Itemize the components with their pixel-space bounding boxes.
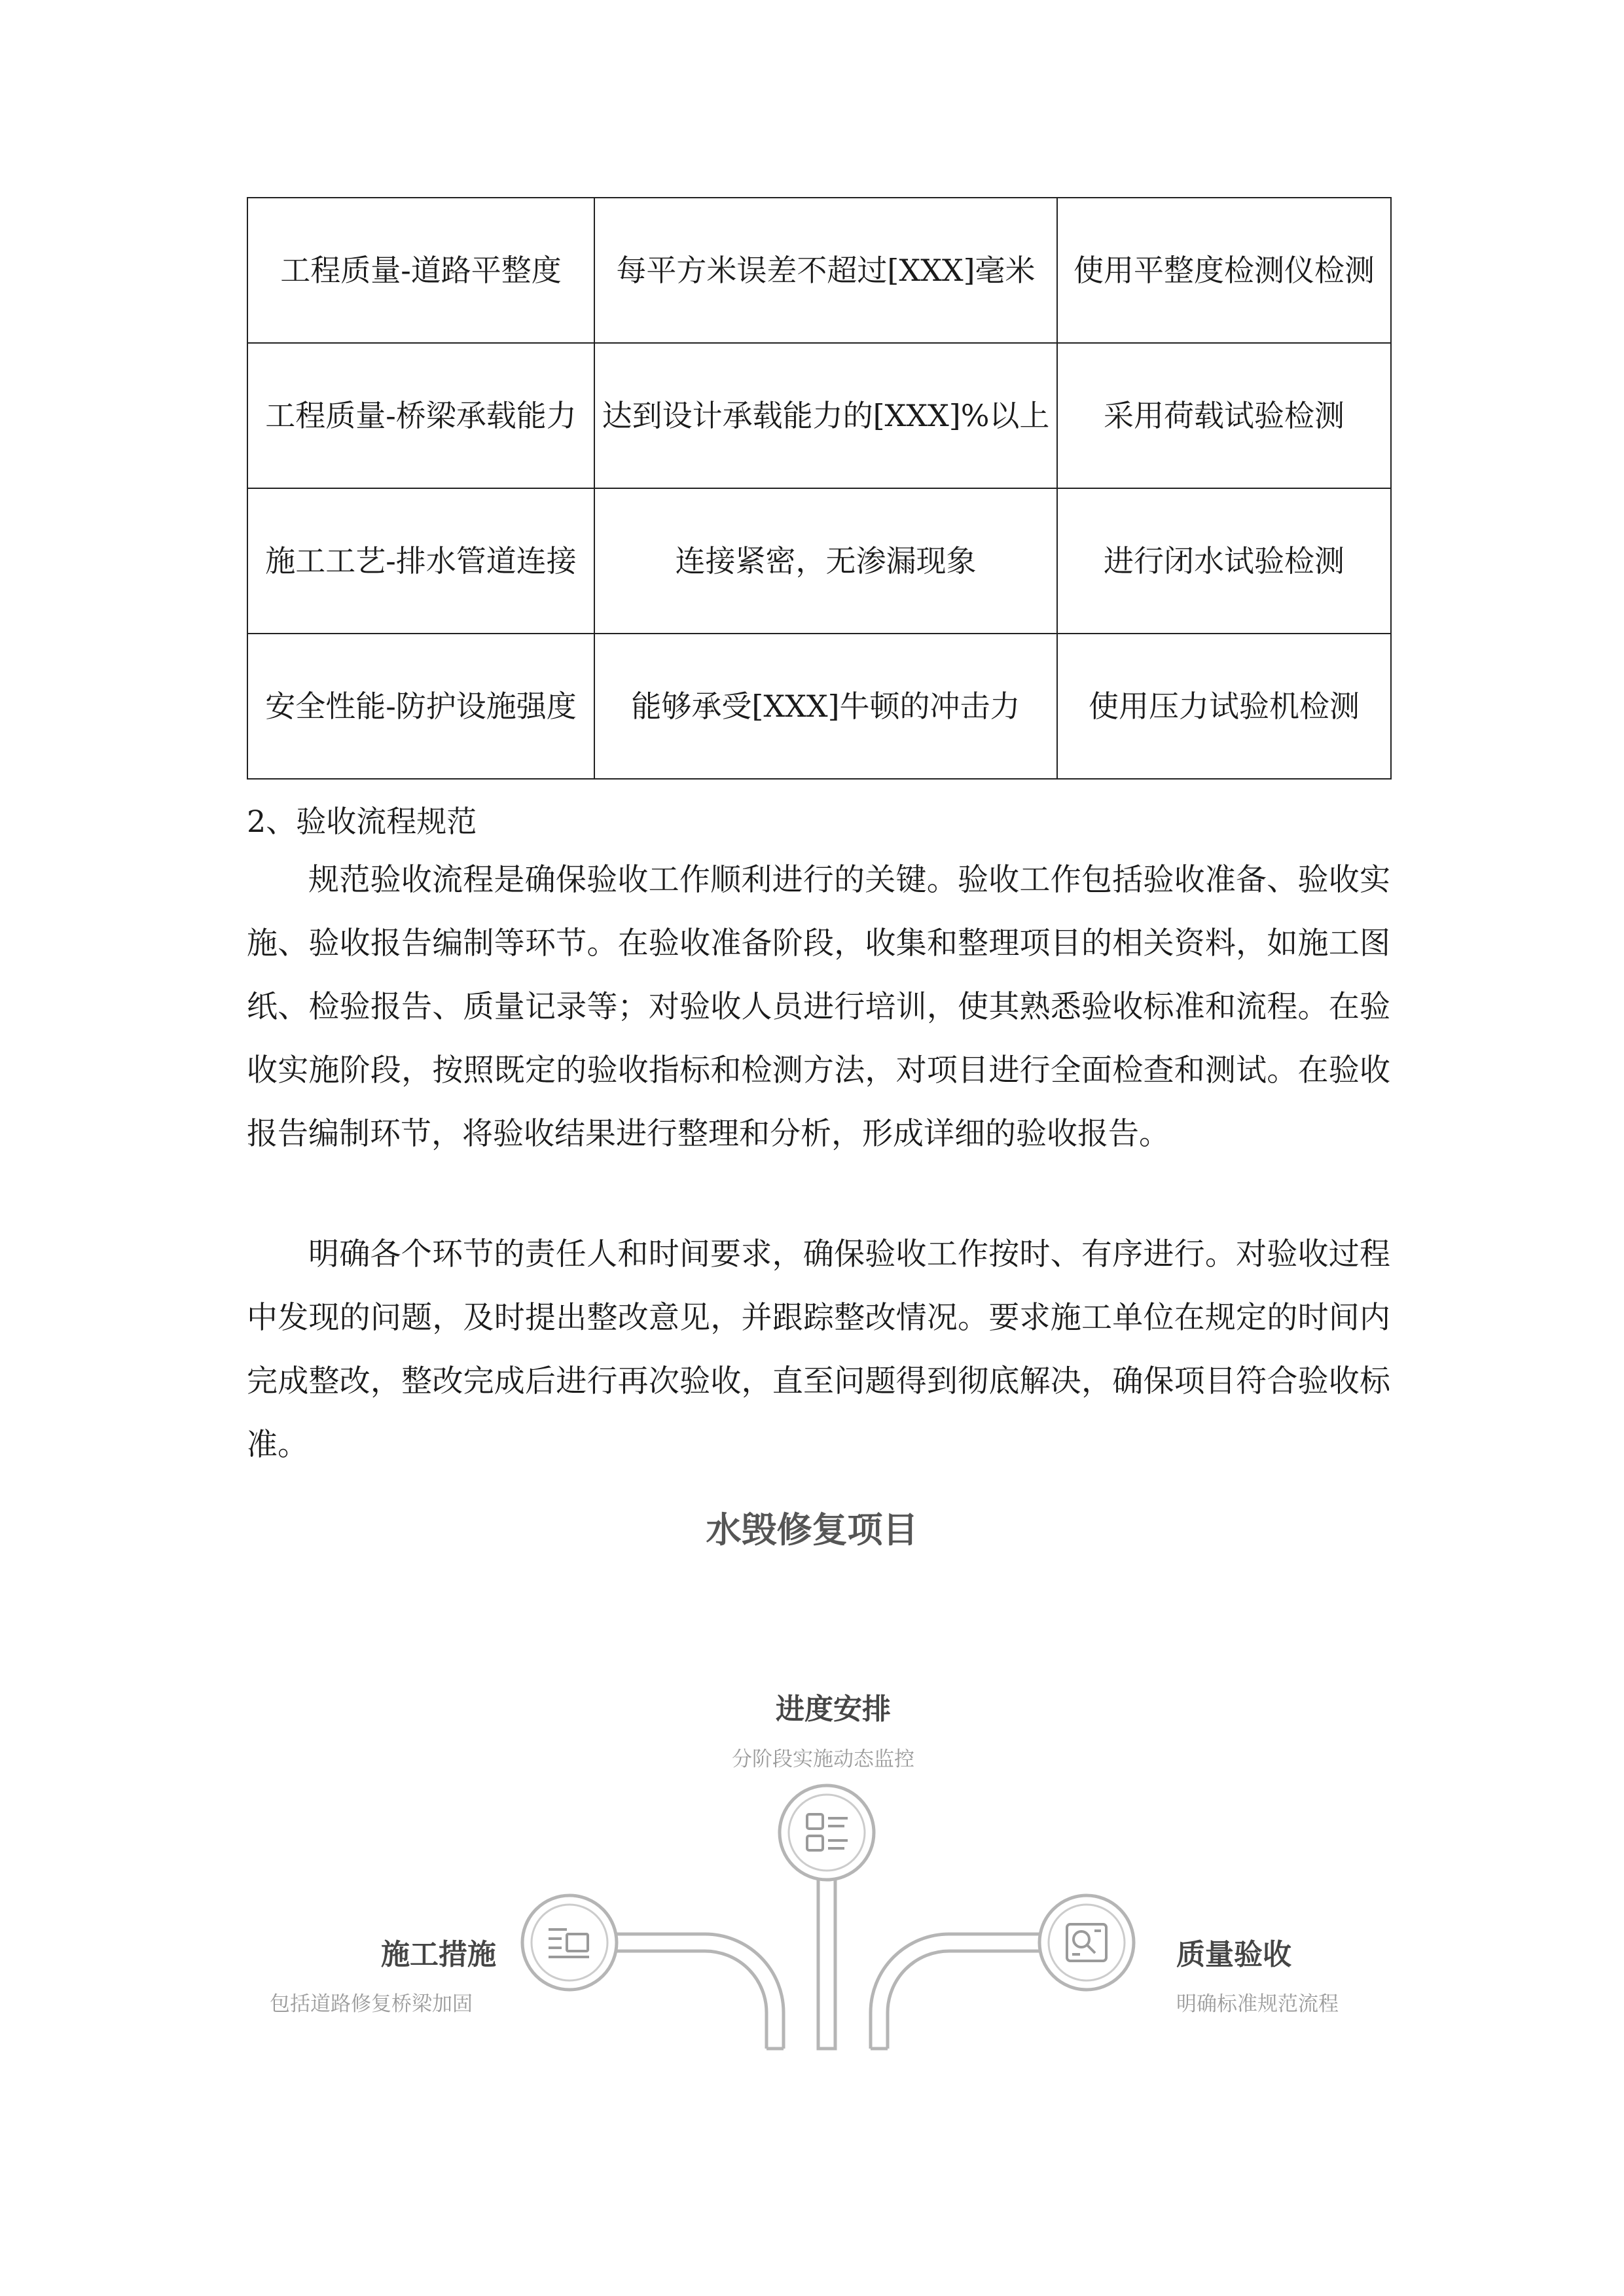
table-cell: 采用荷载试验检测 <box>1057 343 1391 488</box>
inspection-icon <box>1039 1895 1134 1990</box>
table-cell: 工程质量-道路平整度 <box>247 198 594 343</box>
table-cell: 安全性能-防护设施强度 <box>247 634 594 779</box>
table-row <box>247 343 1391 488</box>
left-node-title: 施工措施 <box>381 1938 496 1971</box>
top-node-title: 进度安排 <box>776 1693 891 1726</box>
table-cell: 能够承受[XXX]牛顿的冲击力 <box>594 634 1057 779</box>
table-cell: 进行闭水试验检测 <box>1057 488 1391 634</box>
right-node-title: 质量验收 <box>1176 1938 1291 1971</box>
document-icon <box>522 1895 617 1990</box>
table-cell: 使用平整度检测仪检测 <box>1057 198 1391 343</box>
diagram-graphic <box>0 1734 1624 2075</box>
table-cell: 每平方米误差不超过[XXX]毫米 <box>594 198 1057 343</box>
table-row <box>247 198 1391 343</box>
table-cell: 连接紧密，无渗漏现象 <box>594 488 1057 634</box>
table-cell: 工程质量-桥梁承载能力 <box>247 343 594 488</box>
table-row <box>247 488 1391 634</box>
right-node-subtitle: 明确标准规范流程 <box>1176 1992 1339 2016</box>
table-cell: 达到设计承载能力的[XXX]%以上 <box>594 343 1057 488</box>
left-node-subtitle: 包括道路修复桥梁加固 <box>270 1992 473 2016</box>
table-cell: 施工工艺-排水管道连接 <box>247 488 594 634</box>
top-node-subtitle: 分阶段实施动态监控 <box>732 1748 914 1771</box>
diagram-title: 水毁修复项目 <box>706 1509 918 1551</box>
section-heading: 2、验收流程规范 <box>247 804 477 839</box>
layout-icon <box>780 1785 874 1880</box>
center-connector <box>818 1877 835 2049</box>
paragraph: 明确各个环节的责任人和时间要求，确保验收工作按时、有序进行。对验收过程中发现的问题，及时提出整改意见，并跟踪整改情况。要求施工单位在规定的时间内完成整改，整改完成后进行再次验收，直至问题得到彻底解决，确保项目符合验收标准。 <box>247 1236 1390 1463</box>
paragraph: 规范验收流程是确保验收工作顺利进行的关键。验收工作包括验收准备、验收实施、验收报告编制等环节。在验收准备阶段，收集和整理项目的相关资料，如施工图纸、检验报告、质量记录等；对验收人员进行培训，使其熟悉验收标准和流程。在验收实施阶段，按照既定的验收指标和检测方法，对项目进行全面检查和测试。在验收报告编制环节，将验收结果进行整理和分析，形成详细的验收报告。 <box>247 862 1390 1152</box>
table-row <box>247 634 1391 779</box>
table-cell: 使用压力试验机检测 <box>1057 634 1391 779</box>
requirements-table <box>247 197 1392 780</box>
